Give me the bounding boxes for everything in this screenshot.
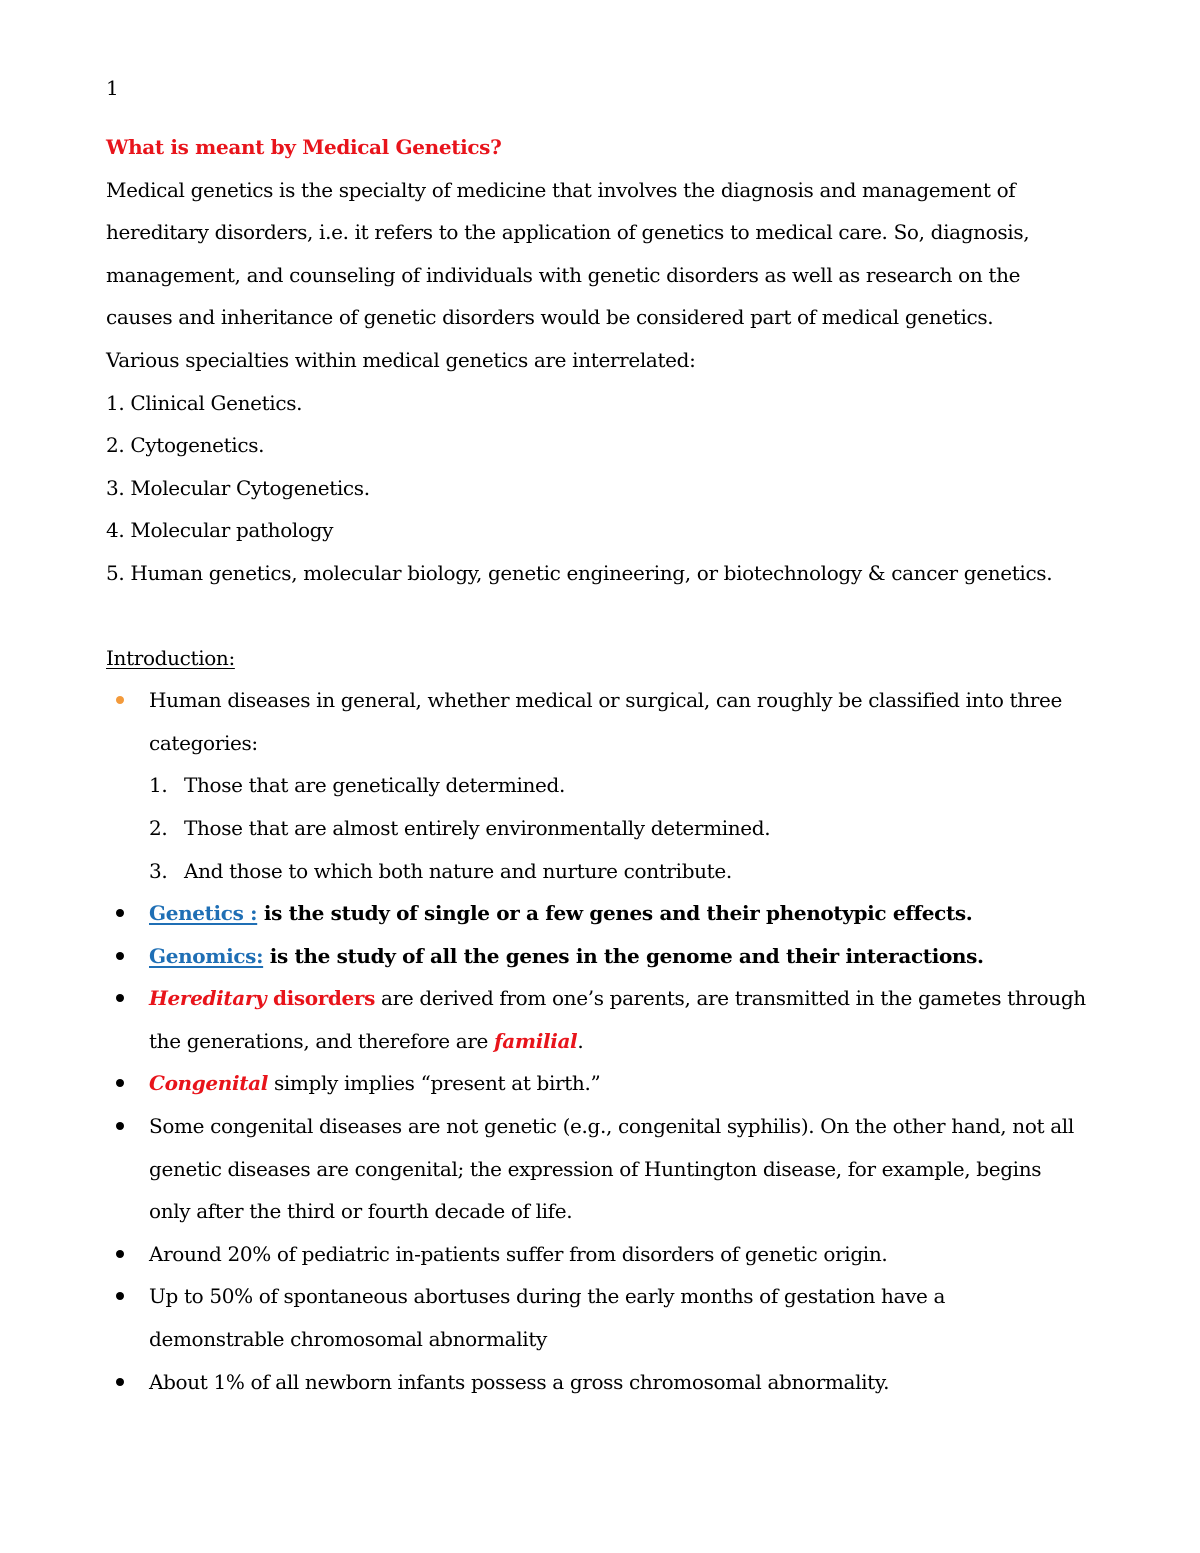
document-body: [106, 126, 1096, 1403]
genomics-definition: is the study of all the genes in the genome and their interactions.: [263, 943, 984, 968]
specialties-list: [106, 382, 1096, 595]
bullet-text: [149, 935, 1096, 978]
definition-paragraph: [106, 169, 1096, 339]
specialty-item: 4. Molecular pathology: [106, 518, 334, 543]
hereditary-term-disorders: disorders: [266, 986, 376, 1011]
bullet-congenital: [106, 1062, 1096, 1105]
hereditary-text: are derived from one’s parents, are transmitted in the gametes through: [375, 986, 1086, 1011]
bullet-pediatric: [106, 1233, 1096, 1276]
bullet-genomics: [106, 935, 1096, 978]
bullet-text: Some congenital diseases are not genetic (e.g., congenital syphilis). On the other hand, not all: [149, 1114, 1074, 1139]
category-number: 2.: [149, 815, 168, 840]
bullet-hereditary: [106, 977, 1096, 1062]
specialty-item: 1. Clinical Genetics.: [106, 390, 303, 415]
bullet-newborn: [106, 1361, 1096, 1404]
bullet-icon: [116, 696, 124, 704]
genomics-term: Genomics:: [149, 943, 264, 968]
bullet-icon: [116, 1292, 124, 1300]
paragraph-line: management, and counseling of individuals with genetic disorders as well as research on the: [106, 262, 1021, 287]
bullet-text: only after the third or fourth decade of life.: [149, 1199, 573, 1224]
bullet-icon: [116, 1250, 124, 1258]
specialty-item: 5. Human genetics, molecular biology, genetic engineering, or biotechnology & cancer genetics.: [106, 560, 1053, 585]
spacer: [106, 595, 1096, 637]
introduction-bullets: [106, 679, 1096, 1403]
bullet-icon: [116, 909, 124, 917]
paragraph-line: causes and inheritance of genetic disorders would be considered part of medical genetics.: [106, 305, 994, 330]
period: .: [577, 1028, 584, 1053]
congenital-text: simply implies “present at birth.”: [267, 1071, 601, 1096]
specialties-intro: Various specialties within medical genetics are interrelated:: [106, 347, 696, 372]
bullet-icon: [116, 994, 124, 1002]
congenital-term: Congenital: [149, 1071, 268, 1096]
hereditary-text: the generations, and therefore are: [149, 1028, 495, 1053]
page-number: 1: [106, 76, 119, 100]
bullet-icon: [116, 952, 124, 960]
categories-list: [149, 764, 1096, 892]
bullet-icon: [116, 1079, 124, 1087]
introduction-heading: [106, 637, 1096, 680]
specialty-item: 2. Cytogenetics.: [106, 433, 265, 458]
bullet-text: [149, 892, 1096, 935]
hereditary-term: Hereditary: [149, 986, 267, 1011]
genetics-term: Genetics :: [149, 901, 258, 926]
bullet-abortuses: [106, 1275, 1096, 1360]
bullet-note: [106, 1105, 1096, 1233]
bullet-text: Human diseases in general, whether medical or surgical, can roughly be classified into three: [149, 688, 1062, 713]
category-item: [149, 807, 1096, 850]
paragraph-line: hereditary disorders, i.e. it refers to the application of genetics to medical care. So, diagnosis,: [106, 220, 1030, 245]
bullet-text: categories:: [149, 730, 258, 755]
category-item: [149, 850, 1096, 893]
category-text: Those that are genetically determined.: [184, 773, 566, 798]
familial-term: familial: [494, 1028, 578, 1053]
bullet-text: Around 20% of pediatric in-patients suffer from disorders of genetic origin.: [149, 1241, 888, 1266]
category-text: Those that are almost entirely environmentally determined.: [184, 815, 771, 840]
bullet-text: Up to 50% of spontaneous abortuses during the early months of gestation have a: [149, 1284, 946, 1309]
category-item: [149, 764, 1096, 807]
category-number: 1.: [149, 773, 168, 798]
bullet-text: genetic diseases are congenital; the expression of Huntington disease, for example, begins: [149, 1156, 1042, 1181]
category-text: And those to which both nature and nurture contribute.: [184, 858, 732, 883]
bullet-text: [149, 977, 1096, 1020]
category-number: 3.: [149, 858, 168, 883]
bullet-text: [149, 1020, 1096, 1063]
specialty-item: 3. Molecular Cytogenetics.: [106, 475, 370, 500]
bullet-text: About 1% of all newborn infants possess a gross chromosomal abnormality.: [149, 1369, 890, 1394]
bullet-genetics: [106, 892, 1096, 935]
bullet-icon: [116, 1378, 124, 1386]
introduction-heading-text: Introduction:: [106, 645, 235, 670]
section-title: What is meant by Medical Genetics?: [106, 135, 502, 159]
bullet-text: [149, 1062, 1096, 1105]
bullet-text: demonstrable chromosomal abnormality: [149, 1327, 547, 1352]
genetics-definition: is the study of single or a few genes and their phenotypic effects.: [257, 901, 973, 926]
paragraph-line: Medical genetics is the specialty of medicine that involves the diagnosis and management of: [106, 177, 1016, 202]
bullet-categories: [106, 679, 1096, 892]
bullet-icon: [116, 1122, 124, 1130]
